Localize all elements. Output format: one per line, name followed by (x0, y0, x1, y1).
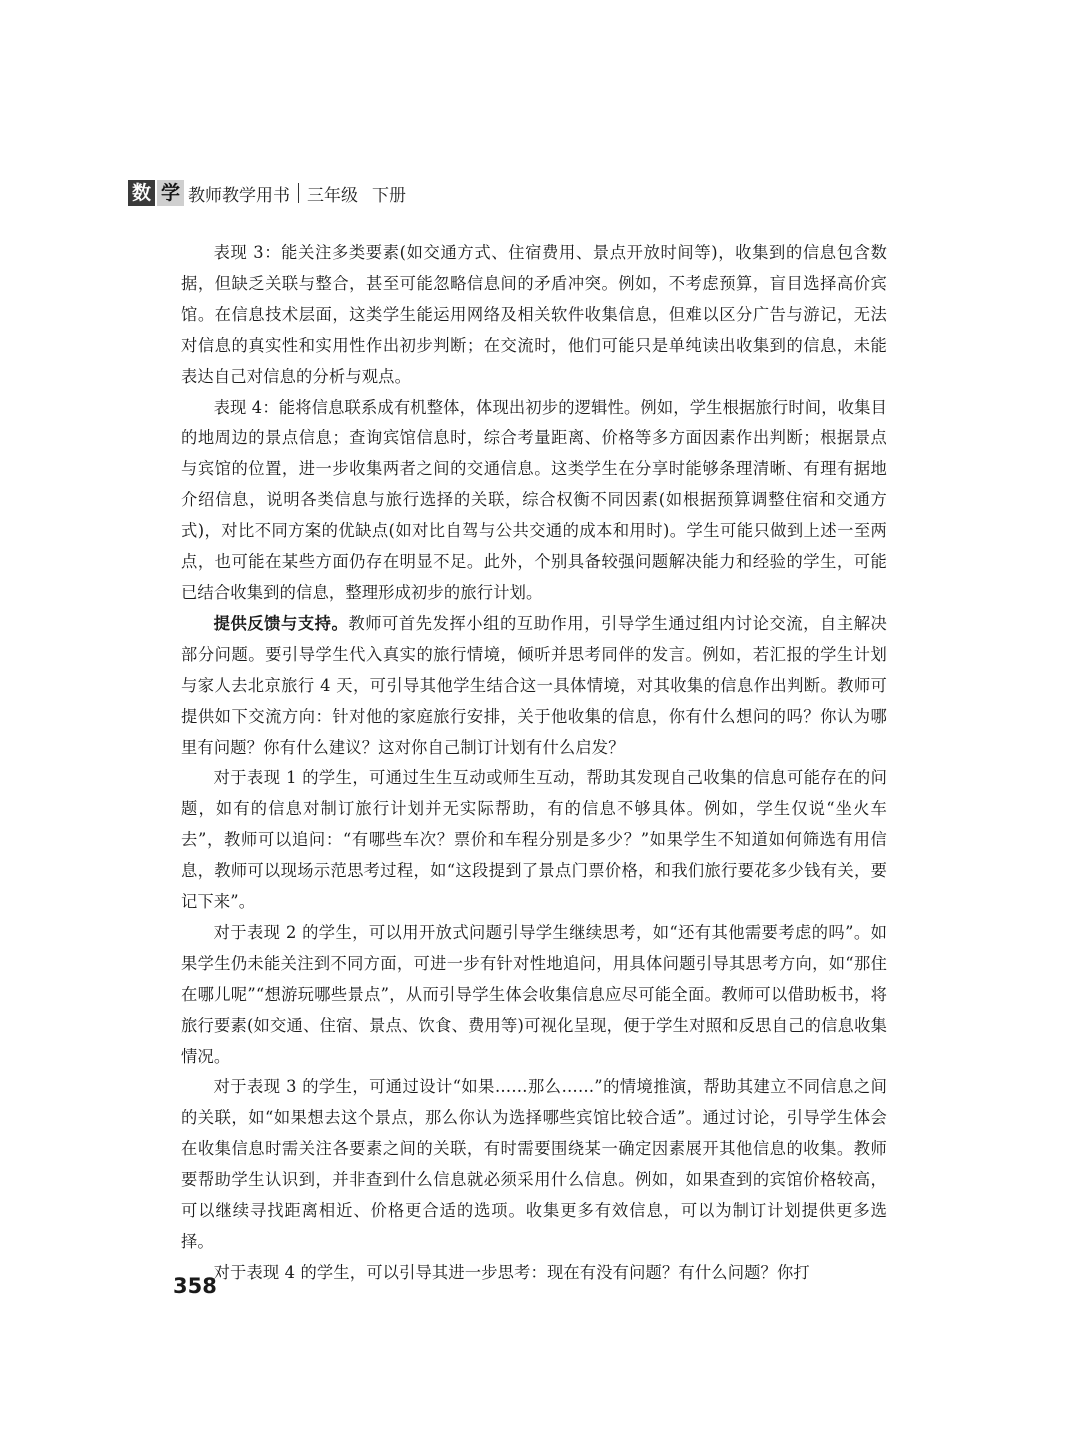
paragraph-text: 对于表现 2 的学生，可以用开放式问题引导学生继续思考，如“还有其他需要考虑的吗”。如果学生仍未能关注到不同方面，可进一步有针对性地追问，用具体问题引导其思考方向，如“那住在哪儿呢”“想游玩哪些景点”，从而引导学生体会收集信息应尽可能全面。教师可以借助板书，将旅行要素(如交通、住宿、景点、饮食、费用等)可视化呈现，便于学生对照和反思自己的信息收集情况。 (181, 922, 887, 1066)
paragraph-performance-3 (181, 238, 887, 393)
paragraph-for-performance-2 (181, 918, 887, 1073)
paragraph-performance-4 (181, 393, 887, 609)
subject-badge-char-1: 数 (128, 180, 155, 206)
paragraph-feedback-support (181, 609, 887, 764)
page-number: 358 (173, 1274, 217, 1298)
paragraph-text: 表现 3：能关注多类要素(如交通方式、住宿费用、景点开放时间等)，收集到的信息包含数据，但缺乏关联与整合，甚至可能忽略信息间的矛盾冲突。例如，不考虑预算，盲目选择高价宾馆。在信息技术层面，这类学生能运用网络及相关软件收集信息，但难以区分广告与游记，无法对信息的真实性和实用性作出初步判断；在交流时，他们可能只是单纯读出收集到的信息，未能表达自己对信息的分析与观点。 (181, 243, 887, 386)
volume-label: 下册 (372, 185, 407, 206)
paragraph-for-performance-1 (181, 763, 887, 918)
header-divider (298, 183, 299, 203)
subject-badge-char-2: 学 (157, 180, 184, 206)
paragraph-text: 表现 4：能将信息联系成有机整体，体现出初步的逻辑性。例如，学生根据旅行时间，收集目的地周边的景点信息；查询宾馆信息时，综合考量距离、价格等多方面因素作出判断；根据景点与宾馆的位置，进一步收集两者之间的交通信息。这类学生在分享时能够条理清晰、有理有据地介绍信息，说明各类信息与旅行选择的关联，综合权衡不同因素(如根据预算调整住宿和交通方式)，对比不同方案的优缺点(如对比自驾与公共交通的成本和用时)。学生可能只做到上述一至两点，也可能在某些方面仍存在明显不足。此外，个别具备较强问题解决能力和经验的学生，可能已结合收集到的信息，整理形成初步的旅行计划。 (181, 397, 887, 602)
paragraph-text: 教师可首先发挥小组的互助作用，引导学生通过组内讨论交流，自主解决部分问题。要引导学生代入真实的旅行情境，倾听并思考同伴的发言。例如，若汇报的学生计划与家人去北京旅行 4 天，可引导其他学生结合这一具体情境，对其收集的信息作出判断。教师可提供如下交流方向：针对他的家庭旅行安排，关于他收集的信息，你有什么想问的吗？你认为哪里有问题？你有什么建议？这对你自己制订计划有什么启发？ (181, 613, 887, 757)
paragraph-lead: 提供反馈与支持。 (213, 613, 349, 633)
paragraph-text: 对于表现 1 的学生，可通过生生互动或师生互动，帮助其发现自己收集的信息可能存在的问题，如有的信息对制订旅行计划并无实际帮助，有的信息不够具体。例如，学生仅说“坐火车去”，教师可以追问：“有哪些车次？票价和车程分别是多少？”如果学生不知道如何筛选有用信息，教师可以现场示范思考过程，如“这段提到了景点门票价格，和我们旅行要花多少钱有关，要记下来”。 (181, 768, 887, 912)
body-text (181, 238, 887, 1289)
paragraph-for-performance-3 (181, 1072, 887, 1257)
paragraph-text: 对于表现 4 的学生，可以引导其进一步思考：现在有没有问题？有什么问题？你打 (213, 1262, 810, 1282)
paragraph-text: 对于表现 3 的学生，可通过设计“如果……那么……”的情境推演，帮助其建立不同信息之间的关联，如“如果想去这个景点，那么你认为选择哪些宾馆比较合适”。通过讨论，引导学生体会在收集信息时需关注各要素之间的关联，有时需要围绕某一确定因素展开其他信息的收集。教师要帮助学生认识到，并非查到什么信息就必须采用什么信息。例如，如果查到的宾馆价格较高，可以继续寻找距离相近、价格更合适的选项。收集更多有效信息，可以为制订计划提供更多选择。 (181, 1077, 887, 1251)
book-title: 教师教学用书 (188, 185, 291, 206)
subject-badge (128, 180, 184, 206)
paragraph-for-performance-4 (181, 1258, 887, 1289)
running-header (128, 176, 406, 210)
grade-label: 三年级 (307, 185, 359, 206)
